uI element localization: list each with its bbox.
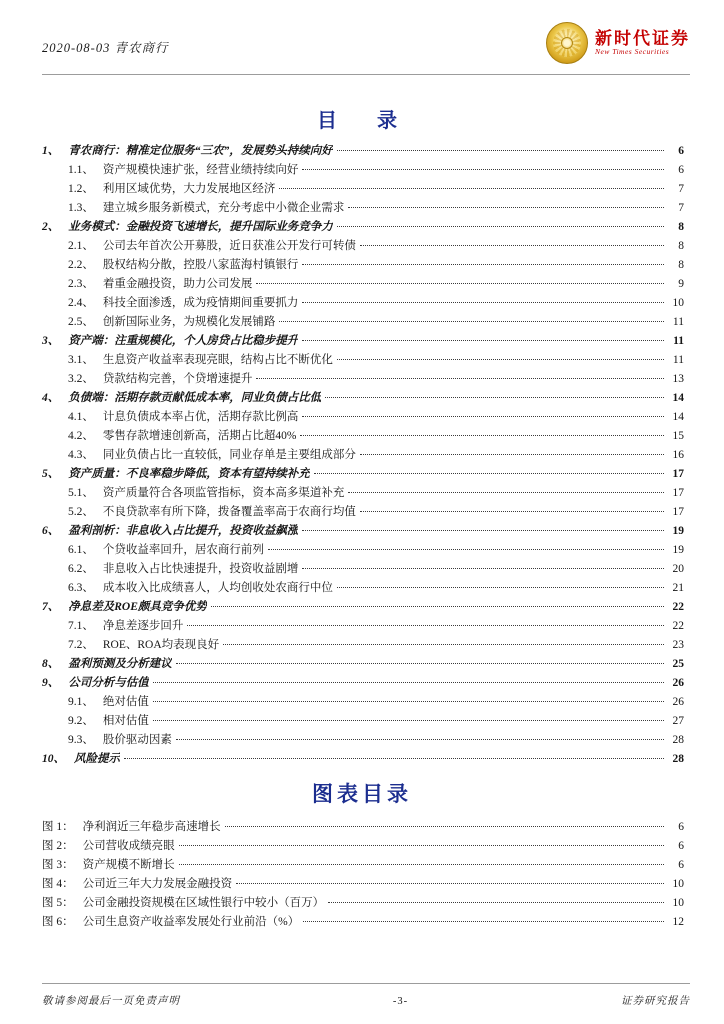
page-footer [42, 993, 690, 1008]
dot-leader [124, 758, 664, 759]
dot-leader [268, 549, 664, 550]
entry-label: 公司分析与估值 [68, 677, 149, 689]
dot-leader [337, 359, 664, 360]
entry-page-number: 23 [672, 639, 684, 651]
report-date: 2020-08-03 [42, 41, 111, 55]
toc-entry [42, 579, 684, 598]
entry-label: 绝对估值 [102, 696, 149, 708]
entry-page-number: 6 [678, 859, 684, 871]
toc-entry [42, 503, 684, 522]
entry-number: 2.5、 [68, 316, 94, 328]
entry-page-number: 22 [672, 601, 684, 613]
toc-entry [42, 275, 684, 294]
toc-entry [42, 408, 684, 427]
dot-leader [348, 492, 664, 493]
dot-leader [211, 606, 664, 607]
brand-name-en: New Times Securities [595, 47, 670, 57]
entry-number: 1、 [42, 145, 60, 157]
footer-page-number: -3- [392, 996, 409, 1007]
entry-page-number: 6 [678, 164, 684, 176]
entry-number: 10、 [42, 753, 65, 765]
entry-number: 4.1、 [68, 411, 94, 423]
entry-number: 5.1、 [68, 487, 94, 499]
entry-number: 图 5： [42, 897, 74, 909]
dot-leader [302, 530, 664, 531]
entry-number: 7、 [42, 601, 60, 613]
toc-entry [42, 161, 684, 180]
entry-label: 资产质量：不良率稳步降低，资本有望持续补充 [68, 468, 310, 480]
dot-leader [360, 454, 664, 455]
entry-label: 公司营收成绩亮眼 [82, 840, 175, 852]
entry-page-number: 28 [672, 753, 684, 765]
entry-number: 5.2、 [68, 506, 94, 518]
entry-page-number: 14 [672, 392, 684, 404]
entry-page-number: 25 [672, 658, 684, 670]
dot-leader [302, 416, 664, 417]
entry-page-number: 10 [672, 897, 684, 909]
entry-number: 6、 [42, 525, 60, 537]
entry-label: 公司近三年大力发展金融投资 [82, 878, 233, 890]
dot-leader [325, 397, 664, 398]
entry-label: 利用区域优势，大力发展地区经济 [102, 183, 276, 195]
toc-entry [42, 541, 684, 560]
dot-leader [337, 587, 664, 588]
entry-label: 净利润近三年稳步高速增长 [82, 821, 221, 833]
figure-entry [42, 818, 684, 837]
toc-entry [42, 351, 684, 370]
toc-entry [42, 237, 684, 256]
toc-entry [42, 674, 684, 693]
entry-label: 同业负债占比一直较低，同业存单是主要组成部分 [102, 449, 356, 461]
toc-entry [42, 180, 684, 199]
entry-page-number: 9 [678, 278, 684, 290]
entry-label: 负债端：活期存款贡献低成本率，同业负债占比低 [68, 392, 322, 404]
entry-page-number: 11 [672, 354, 684, 366]
toc-entry [42, 617, 684, 636]
entry-label: 净息差逐步回升 [102, 620, 184, 632]
figure-entry [42, 856, 684, 875]
entry-page-number: 8 [678, 240, 684, 252]
dot-leader [176, 663, 664, 664]
entry-number: 6.2、 [68, 563, 94, 575]
entry-number: 9.2、 [68, 715, 94, 727]
dot-leader [153, 720, 664, 721]
figure-toc-list [42, 818, 684, 932]
entry-label: 资产质量符合各项监管指标，资本高多渠道补充 [102, 487, 345, 499]
toc-entry [42, 598, 684, 617]
footer-report-type: 证券研究报告 [621, 996, 690, 1007]
toc-entry [42, 142, 684, 161]
toc-entry [42, 256, 684, 275]
toc-title: 目 录 [317, 110, 407, 132]
dot-leader [279, 188, 664, 189]
toc-entry [42, 218, 684, 237]
entry-number: 8、 [42, 658, 60, 670]
entry-label: 成本收入比成绩喜人，人均创收处农商行中位 [102, 582, 333, 594]
entry-number: 3.1、 [68, 354, 94, 366]
entry-number: 1.1、 [68, 164, 94, 176]
toc-entry [42, 636, 684, 655]
toc-entry [42, 750, 684, 769]
dot-leader [256, 283, 664, 284]
entry-number: 图 2： [42, 840, 74, 852]
toc-entry [42, 712, 684, 731]
entry-page-number: 8 [678, 221, 684, 233]
entry-label: 着重金融投资，助力公司发展 [102, 278, 253, 290]
entry-page-number: 14 [672, 411, 684, 423]
dot-leader [153, 682, 664, 683]
dot-leader [223, 644, 664, 645]
toc-entry [42, 446, 684, 465]
entry-page-number: 26 [672, 696, 684, 708]
entry-number: 3.2、 [68, 373, 94, 385]
entry-number: 图 4： [42, 878, 74, 890]
toc-entry [42, 294, 684, 313]
entry-label: 公司生息资产收益率发展处行业前沿（%） [82, 916, 300, 928]
entry-label: 净息差及ROE颇具竞争优势 [68, 601, 207, 613]
report-meta [42, 22, 168, 56]
toc-entry [42, 484, 684, 503]
entry-label: 业务模式：金融投资飞速增长，提升国际业务竞争力 [68, 221, 333, 233]
entry-label: 非息收入占比快速提升，投资收益剧增 [102, 563, 299, 575]
entry-number: 图 3： [42, 859, 74, 871]
entry-label: 股权结构分散，控股八家蓝海村镇银行 [102, 259, 299, 271]
dot-leader [337, 226, 664, 227]
toc-entry [42, 731, 684, 750]
entry-number: 4.2、 [68, 430, 94, 442]
toc-list [42, 142, 684, 769]
page-header [42, 22, 690, 64]
entry-label: 公司金融投资规模在区域性银行中较小（百万） [82, 897, 325, 909]
entry-number: 2.1、 [68, 240, 94, 252]
entry-label: 创新国际业务，为规模化发展铺路 [102, 316, 276, 328]
entry-page-number: 19 [672, 544, 684, 556]
entry-number: 1.2、 [68, 183, 94, 195]
report-stock-name: 青农商行 [114, 41, 169, 55]
toc-entry [42, 655, 684, 674]
dot-leader [302, 340, 664, 341]
figure-entry [42, 913, 684, 932]
entry-label: 个贷收益率回升，居农商行前列 [102, 544, 264, 556]
entry-number: 9.1、 [68, 696, 94, 708]
entry-label: ROE、ROA均表现良好 [102, 639, 220, 651]
brand-text [595, 29, 690, 57]
dot-leader [360, 511, 664, 512]
dot-leader [179, 864, 664, 865]
dot-leader [279, 321, 664, 322]
entry-page-number: 10 [672, 878, 684, 890]
entry-number: 2.4、 [68, 297, 94, 309]
entry-label: 公司去年首次公开募股，近日获准公开发行可转债 [102, 240, 356, 252]
entry-label: 生息资产收益率表现亮眼，结构占比不断优化 [102, 354, 333, 366]
entry-number: 5、 [42, 468, 60, 480]
entry-label: 零售存款增速创新高，活期占比超40% [102, 430, 297, 442]
entry-page-number: 7 [678, 183, 684, 195]
toc-entry [42, 465, 684, 484]
brand-logo [546, 22, 690, 64]
brand-coin-icon [546, 22, 588, 64]
entry-page-number: 17 [672, 468, 684, 480]
toc-entry [42, 389, 684, 408]
entry-page-number: 16 [672, 449, 684, 461]
entry-label: 相对估值 [102, 715, 149, 727]
entry-number: 4、 [42, 392, 60, 404]
entry-number: 2.2、 [68, 259, 94, 271]
entry-page-number: 8 [678, 259, 684, 271]
dot-leader [153, 701, 664, 702]
entry-number: 2、 [42, 221, 60, 233]
entry-page-number: 20 [672, 563, 684, 575]
dot-leader [187, 625, 664, 626]
entry-page-number: 21 [672, 582, 684, 594]
brand-name-cn: 新时代证券 [595, 28, 690, 48]
figure-toc-title: 图表目录 [312, 782, 412, 806]
entry-number: 9、 [42, 677, 60, 689]
entry-page-number: 11 [672, 316, 684, 328]
entry-number: 4.3、 [68, 449, 94, 461]
entry-page-number: 17 [672, 506, 684, 518]
figure-entry [42, 837, 684, 856]
footer-divider [42, 983, 690, 984]
entry-label: 风险提示 [74, 753, 120, 765]
dot-leader [256, 378, 664, 379]
dot-leader [302, 169, 664, 170]
entry-page-number: 22 [672, 620, 684, 632]
entry-label: 贷款结构完善，个贷增速提升 [102, 373, 253, 385]
entry-page-number: 6 [678, 840, 684, 852]
entry-page-number: 6 [678, 821, 684, 833]
header-divider [42, 74, 690, 75]
entry-number: 6.3、 [68, 582, 94, 594]
entry-number: 7.1、 [68, 620, 94, 632]
dot-leader [225, 826, 664, 827]
dot-leader [176, 739, 664, 740]
dot-leader [302, 264, 664, 265]
entry-label: 科技全面渗透，成为疫情期间重要抓力 [102, 297, 299, 309]
entry-page-number: 28 [672, 734, 684, 746]
entry-label: 资产端：注重规模化，个人房贷占比稳步提升 [68, 335, 299, 347]
entry-label: 计息负债成本率占优，活期存款比例高 [102, 411, 299, 423]
dot-leader [302, 568, 664, 569]
figure-entry [42, 875, 684, 894]
entry-page-number: 27 [672, 715, 684, 727]
toc-entry [42, 313, 684, 332]
entry-number: 3、 [42, 335, 60, 347]
entry-number: 图 1： [42, 821, 74, 833]
toc-entry [42, 332, 684, 351]
entry-label: 建立城乡服务新模式，充分考虑中小微企业需求 [102, 202, 345, 214]
dot-leader [337, 150, 664, 151]
dot-leader [360, 245, 664, 246]
entry-page-number: 19 [672, 525, 684, 537]
toc-entry [42, 199, 684, 218]
entry-page-number: 17 [672, 487, 684, 499]
entry-label: 盈利预测及分析建议 [68, 658, 172, 670]
dot-leader [302, 302, 664, 303]
entry-label: 不良贷款率有所下降，拨备覆盖率高于农商行均值 [102, 506, 356, 518]
entry-page-number: 15 [672, 430, 684, 442]
entry-label: 资产规模快速扩张，经营业绩持续向好 [102, 164, 299, 176]
dot-leader [300, 435, 664, 436]
entry-page-number: 10 [672, 297, 684, 309]
entry-page-number: 12 [672, 916, 684, 928]
entry-page-number: 7 [678, 202, 684, 214]
entry-page-number: 6 [678, 145, 684, 157]
entry-number: 图 6： [42, 916, 74, 928]
toc-entry [42, 427, 684, 446]
entry-label: 青农商行：精准定位服务“三农”，发展势头持续向好 [68, 145, 333, 157]
dot-leader [179, 845, 664, 846]
entry-page-number: 11 [673, 335, 684, 347]
toc-entry [42, 522, 684, 541]
toc-entry [42, 560, 684, 579]
dot-leader [328, 902, 664, 903]
entry-label: 股价驱动因素 [102, 734, 172, 746]
entry-number: 9.3、 [68, 734, 94, 746]
entry-label: 盈利剖析：非息收入占比提升，投资收益飙涨 [68, 525, 299, 537]
entry-number: 2.3、 [68, 278, 94, 290]
entry-label: 资产规模不断增长 [82, 859, 175, 871]
entry-page-number: 26 [672, 677, 684, 689]
entry-number: 1.3、 [68, 202, 94, 214]
toc-entry [42, 693, 684, 712]
figure-entry [42, 894, 684, 913]
dot-leader [348, 207, 664, 208]
dot-leader [303, 921, 664, 922]
dot-leader [236, 883, 664, 884]
entry-number: 6.1、 [68, 544, 94, 556]
entry-page-number: 13 [672, 373, 684, 385]
entry-number: 7.2、 [68, 639, 94, 651]
footer-disclaimer: 敬请参阅最后一页免责声明 [42, 996, 180, 1007]
toc-entry [42, 370, 684, 389]
dot-leader [314, 473, 664, 474]
